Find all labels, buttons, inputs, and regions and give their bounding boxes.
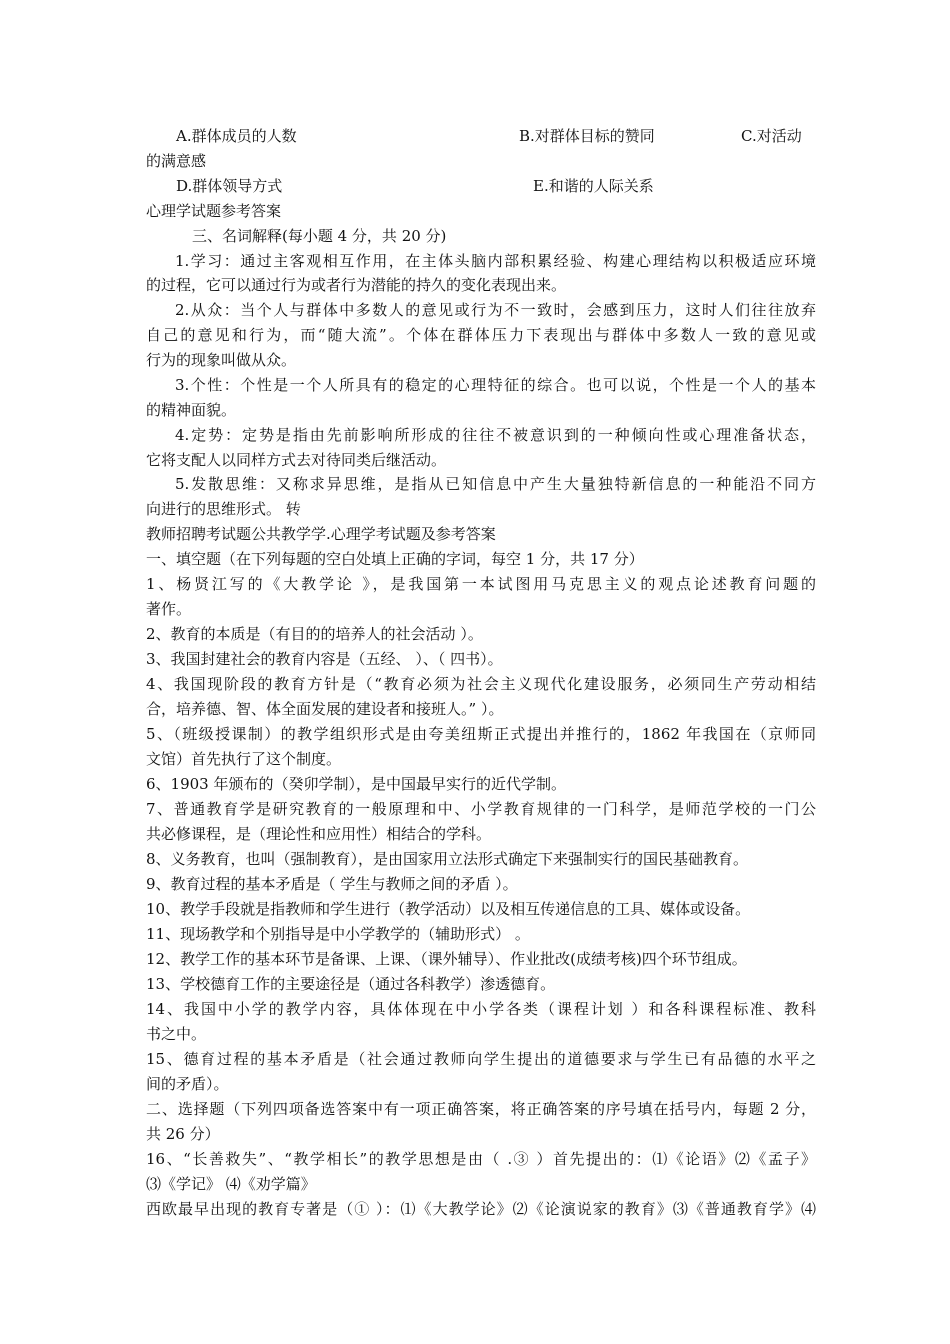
choice-line: 16、“长善救失”、“教学相长”的教学思想是由（ .③ ）首先提出的：⑴《论语》⑵《孟子》: [146, 1150, 816, 1168]
choice-line: 西欧最早出现的教育专著是（① ）：⑴《大教学论》⑵《论演说家的教育》⑶《普通教育学》⑷: [146, 1200, 816, 1218]
fill-line: 15、德育过程的基本矛盾是（社会通过教师向学生提出的道德要求与学生已有品德的水平之: [146, 1050, 816, 1068]
answer-title: 心理学试题参考答案: [146, 202, 282, 220]
term-line: 5.发散思维：又称求异思维，是指从已知信息中产生大量独特新信息的一种能沿不同方: [175, 475, 816, 493]
fill-line: 7、普通教育学是研究教育的一般原理和中、小学教育规律的一门科学，是师范学校的一门公: [146, 800, 816, 818]
fill-line: 12、教学工作的基本环节是备课、上课、（课外辅导）、作业批改(成绩考核)四个环节组成。: [146, 950, 747, 968]
fill-line: 4、我国现阶段的教育方针是（“教育必须为社会主义现代化建设服务，必须同生产劳动相结: [146, 675, 816, 693]
fill-heading: 一、填空题（在下列每题的空白处填上正确的字词，每空 1 分，共 17 分）: [146, 550, 644, 568]
fill-line: 13、学校德育工作的主要途径是（通过各科教学）渗透德育。: [146, 975, 556, 993]
term-line: 4.定势：定势是指由先前影响所形成的往往不被意识到的一种倾向性或心理准备状态，: [175, 426, 816, 444]
fill-line: 合，培养德、智、体全面发展的建设者和接班人。” ）。: [146, 700, 504, 718]
fill-line: 间的矛盾）。: [146, 1075, 229, 1093]
fill-line: 10、教学手段就是指教师和学生进行（教学活动）以及相互传递信息的工具、媒体或设备。: [146, 900, 751, 918]
option-e: E.和谐的人际关系: [533, 177, 654, 195]
fill-line: 14、我国中小学的教学内容，具体体现在中小学各类（课程计划 ）和各科课程标准、教科: [146, 1000, 816, 1018]
term-line: 自己的意见和行为，而“随大流”。个体在群体压力下表现出与群体中多数人一致的意见或: [146, 326, 816, 344]
term-line: 行为的现象叫做从众。: [146, 351, 297, 369]
fill-line: 3、我国封建社会的教育内容是（五经、 ）、（ 四书）。: [146, 650, 503, 668]
term-line: 的过程，它可以通过行为或者行为潜能的持久的变化表现出来。: [146, 276, 567, 294]
fill-line: 1、杨贤江写的《大教学论 》，是我国第一本试图用马克思主义的观点论述教育问题的: [146, 575, 816, 593]
fill-line: 6、1903 年颁布的（癸卯学制），是中国最早实行的近代学制。: [146, 775, 566, 793]
term-line: 1.学习：通过主客观相互作用，在主体头脑内部积累经验、构建心理结构以积极适应环境: [175, 252, 816, 270]
choice-line: ⑶《学记》 ⑷《劝学篇》: [146, 1175, 316, 1193]
fill-line: 9、教育过程的基本矛盾是（ 学生与教师之间的矛盾 ）。: [146, 875, 518, 893]
option-a: A.群体成员的人数: [176, 127, 297, 145]
option-d: D.群体领导方式: [176, 177, 283, 195]
option-c-continuation: 的满意感: [146, 152, 207, 170]
choice-heading: 二、选择题（下列四项备选答案中有一项正确答案，将正确答案的序号填在括号内，每题 2 分，: [146, 1100, 816, 1118]
fill-line: 著作。: [146, 600, 192, 618]
exam-title: 教师招聘考试题公共教学学.心理学考试题及参考答案: [146, 525, 496, 543]
fill-line: 书之中。: [146, 1025, 207, 1043]
fill-line: 共必修课程，是（理论性和应用性）相结合的学科。: [146, 825, 492, 843]
choice-heading: 共 26 分）: [146, 1125, 220, 1143]
term-line: 3.个性：个性是一个人所具有的稳定的心理特征的综合。也可以说，个性是一个人的基本: [175, 376, 816, 394]
term-line: 2.从众：当个人与群体中多数人的意见或行为不一致时，会感到压力，这时人们往往放弃: [175, 301, 816, 319]
term-line: 向进行的思维形式。 转: [146, 500, 301, 518]
option-c: C.对活动: [741, 127, 802, 145]
fill-line: 8、义务教育，也叫（强制教育），是由国家用立法形式确定下来强制实行的国民基础教育。: [146, 850, 749, 868]
term-line: 的精神面貌。: [146, 401, 237, 419]
option-b: B.对群体目标的赞同: [519, 127, 655, 145]
fill-line: 2、教育的本质是（有目的的培养人的社会活动 ）。: [146, 625, 483, 643]
term-line: 它将支配人以同样方式去对待同类后继活动。: [146, 451, 447, 469]
section3-heading: 三、名词解释(每小题 4 分，共 20 分): [192, 227, 447, 245]
fill-line: 11、现场教学和个别指导是中小学教学的（辅助形式） 。: [146, 925, 530, 943]
fill-line: 5、（班级授课制）的教学组织形式是由夸美纽斯正式提出并推行的，1862 年我国在（京师同: [146, 725, 816, 743]
fill-line: 文馆）首先执行了这个制度。: [146, 750, 342, 768]
